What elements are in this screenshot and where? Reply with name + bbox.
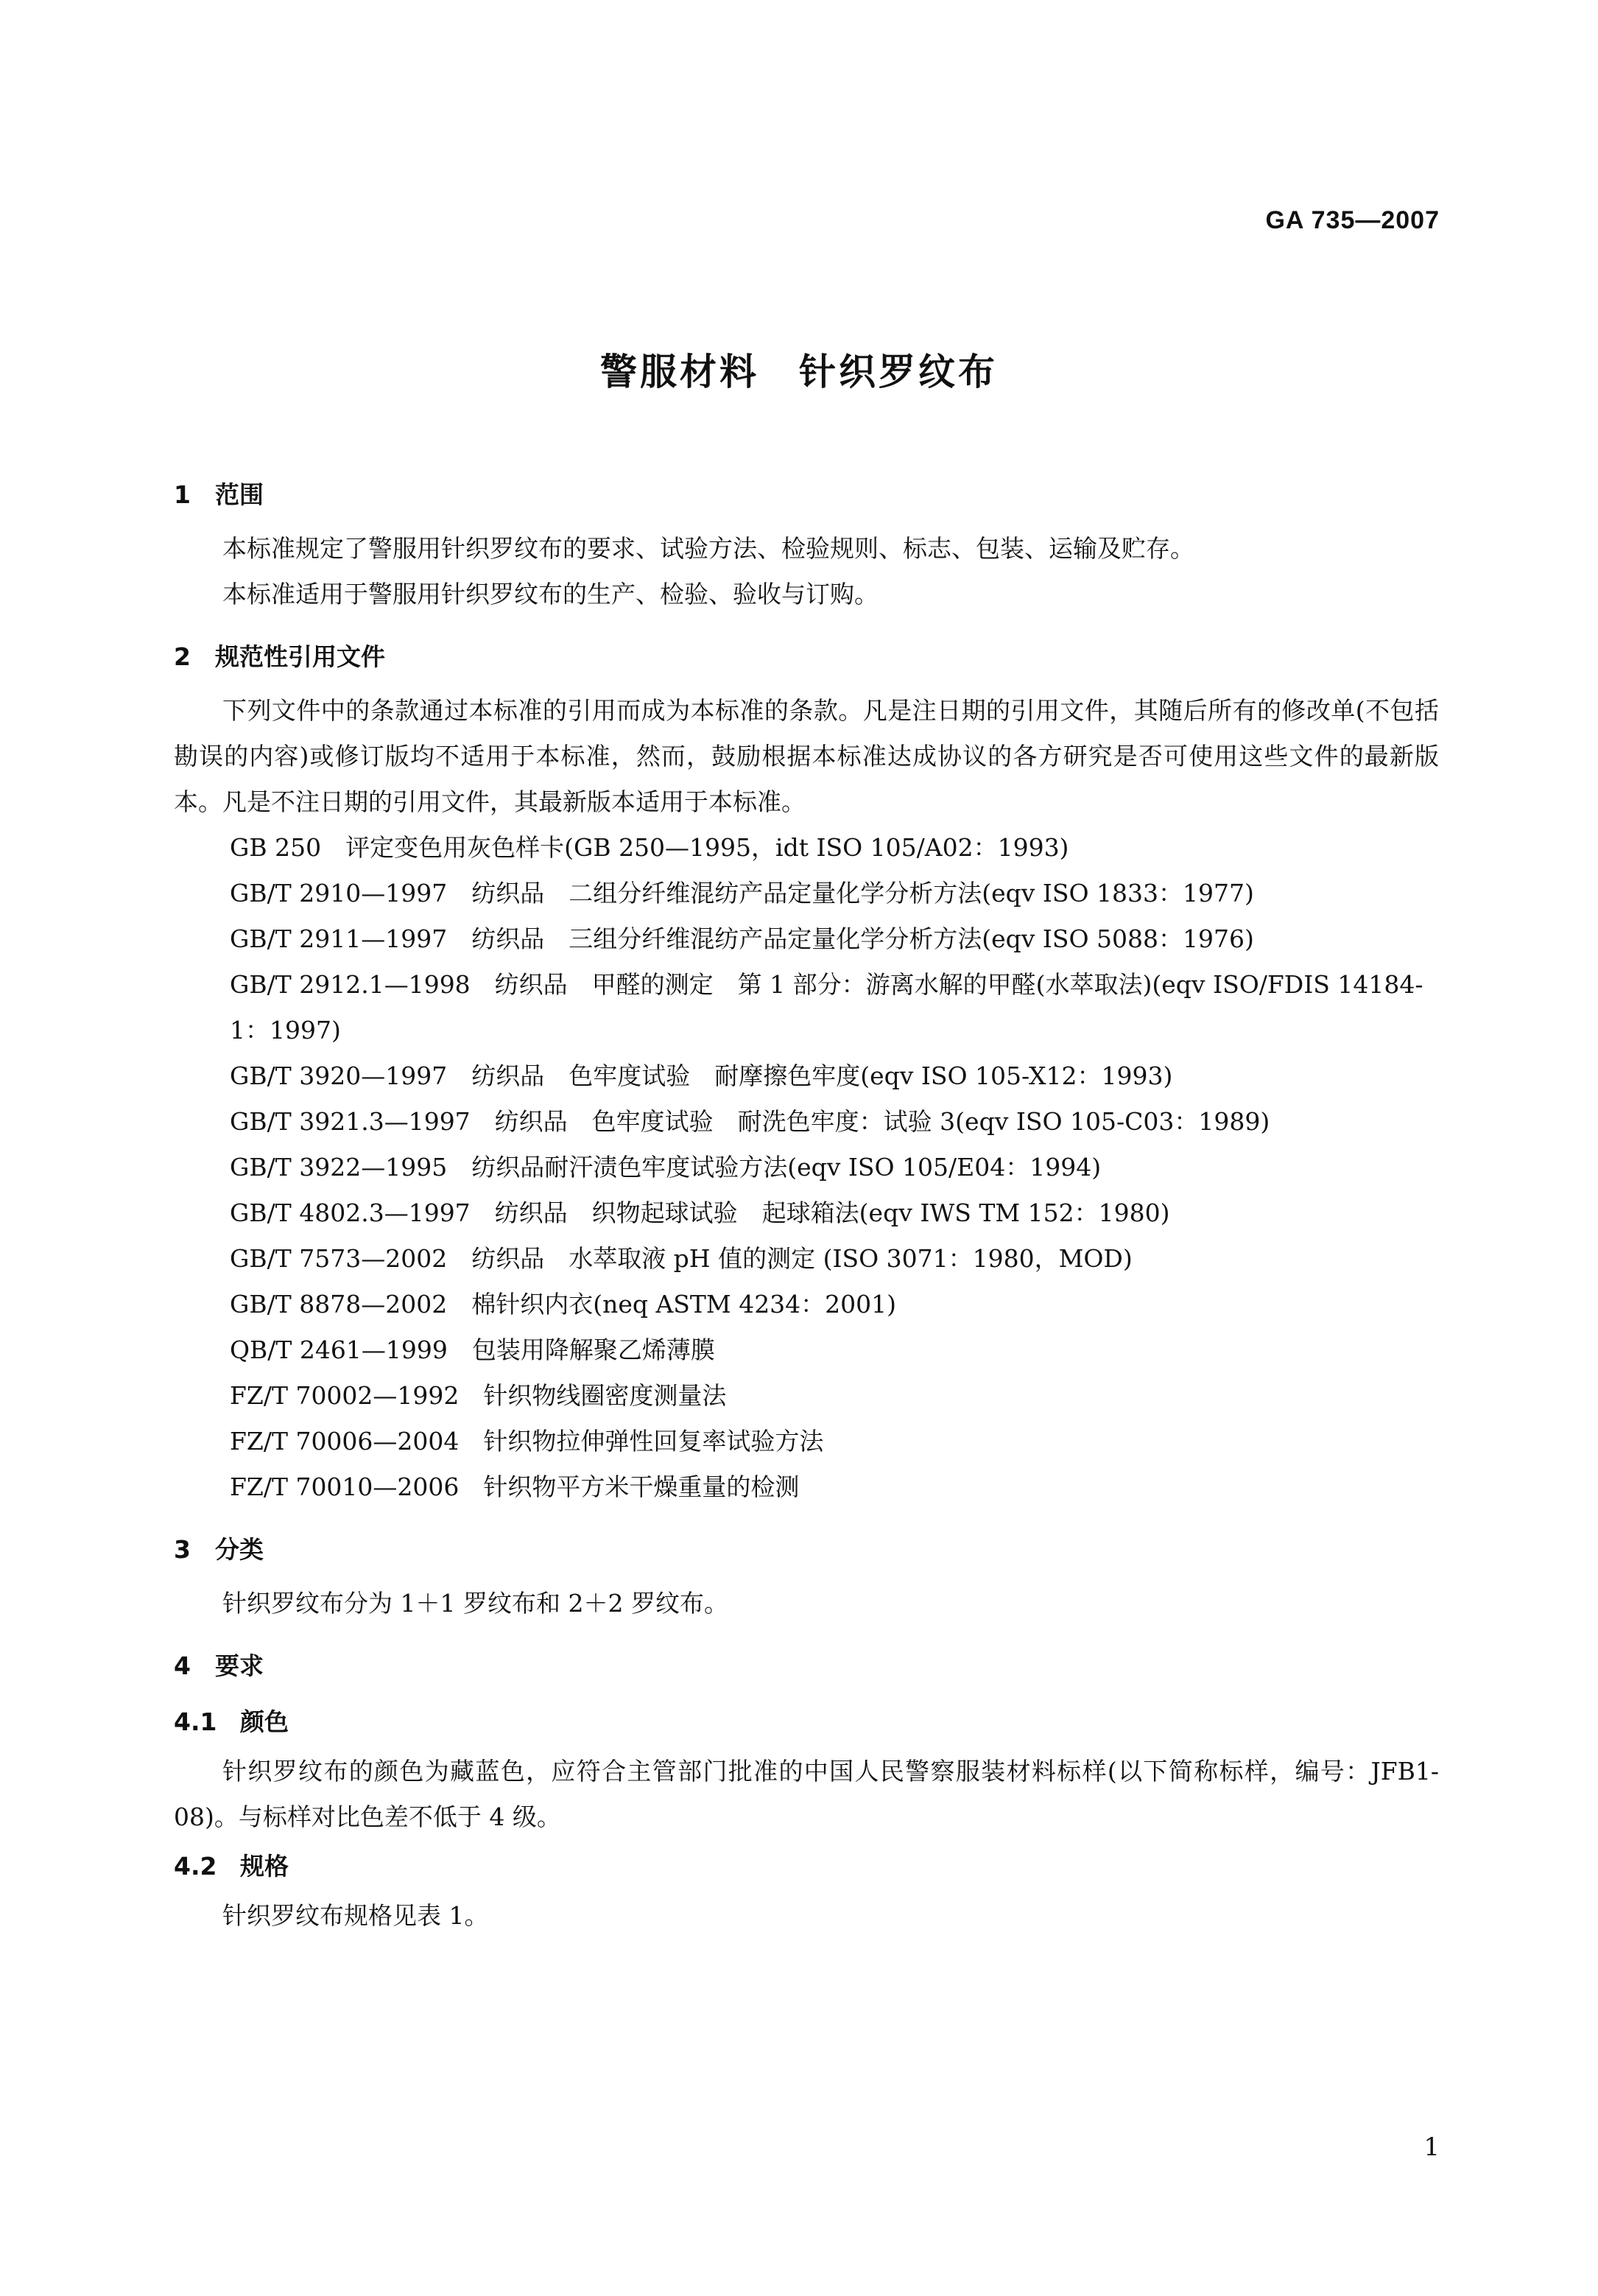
reference-item: GB/T 8878—2002 棉针织内衣(neq ASTM 4234：2001) — [230, 1290, 897, 1319]
reference-item: GB/T 2912.1—1998 纺织品 甲醛的测定 第 1 部分：游离水解的甲醛(水萃取法)(eqv ISO/FDIS 14184-1：1997) — [230, 970, 1423, 1045]
section-2-heading — [174, 641, 1439, 673]
section-3-heading — [174, 1534, 1439, 1566]
subsection-title: 规格 — [240, 1852, 289, 1881]
section-number: 3 — [174, 1535, 191, 1564]
reference-item: GB 250 评定变色用灰色样卡(GB 250—1995，idt ISO 105/A02：1993) — [230, 833, 1069, 862]
subsection-number: 4.1 — [174, 1707, 217, 1736]
page-number: 1 — [1423, 2132, 1440, 2162]
section-title: 范围 — [215, 480, 264, 509]
reference-item: GB/T 7573—2002 纺织品 水萃取液 pH 值的测定 (ISO 3071：1980，MOD) — [230, 1244, 1133, 1273]
scope-paragraph: 本标准适用于警服用针织罗纹布的生产、检验、验收与订购。 — [222, 580, 879, 608]
reference-item: FZ/T 70010—2006 针织物平方米干燥重量的检测 — [230, 1472, 800, 1501]
section-number: 1 — [174, 480, 191, 509]
reference-item: GB/T 3921.3—1997 纺织品 色牢度试验 耐洗色牢度：试验 3(eqv ISO 105-C03：1989) — [230, 1107, 1270, 1136]
section-number: 4 — [174, 1651, 191, 1680]
references-intro: 下列文件中的条款通过本标准的引用而成为本标准的条款。凡是注日期的引用文件，其随后所有的修改单(不包括勘误的内容)或修订版均不适用于本标准，然而，鼓励根据本标准达成协议的各方研究是否可使用这些文件的最新版本。凡是不注日期的引用文件，其最新版本适用于本标准。 — [174, 696, 1439, 816]
reference-item: GB/T 2910—1997 纺织品 二组分纤维混纺产品定量化学分析方法(eqv ISO 1833：1977) — [230, 879, 1254, 907]
reference-item: FZ/T 70006—2004 针织物拉伸弹性回复率试验方法 — [230, 1427, 824, 1456]
specification-paragraph: 针织罗纹布规格见表 1。 — [222, 1901, 489, 1930]
subsection-number: 4.2 — [174, 1852, 217, 1881]
section-number: 2 — [174, 642, 191, 671]
section-1-heading — [174, 479, 1439, 511]
section-4-heading — [174, 1650, 1439, 1682]
reference-item: GB/T 3920—1997 纺织品 色牢度试验 耐摩擦色牢度(eqv ISO 105-X12：1993) — [230, 1061, 1173, 1090]
reference-item: GB/T 3922—1995 纺织品耐汗渍色牢度试验方法(eqv ISO 105/E04：1994) — [230, 1153, 1102, 1182]
classification-paragraph: 针织罗纹布分为 1＋1 罗纹布和 2＋2 罗纹布。 — [222, 1589, 728, 1618]
document-code: GA 735—2007 — [1265, 206, 1440, 234]
reference-item: GB/T 2911—1997 纺织品 三组分纤维混纺产品定量化学分析方法(eqv ISO 5088：1976) — [230, 924, 1254, 953]
document-body — [174, 479, 1439, 1939]
subsection-title: 颜色 — [240, 1707, 289, 1736]
reference-item: GB/T 4802.3—1997 纺织品 织物起球试验 起球箱法(eqv IWS TM 152：1980) — [230, 1198, 1170, 1227]
scope-paragraph: 本标准规定了警服用针织罗纹布的要求、试验方法、检验规则、标志、包装、运输及贮存。 — [222, 534, 1194, 563]
subsection-4-1-heading — [174, 1706, 1439, 1738]
document-title: 警服材料 针织罗纹布 — [600, 351, 998, 393]
reference-item: FZ/T 70002—1992 针织物线圈密度测量法 — [230, 1381, 727, 1410]
color-paragraph: 针织罗纹布的颜色为藏蓝色，应符合主管部门批准的中国人民警察服装材料标样(以下简称标样，编号：JFB1-08)。与标样对比色差不低于 4 级。 — [174, 1757, 1439, 1831]
section-title: 规范性引用文件 — [215, 642, 385, 671]
section-title: 分类 — [215, 1535, 264, 1564]
section-title: 要求 — [215, 1651, 264, 1680]
reference-item: QB/T 2461—1999 包装用降解聚乙烯薄膜 — [230, 1335, 715, 1364]
subsection-4-2-heading — [174, 1850, 1439, 1883]
